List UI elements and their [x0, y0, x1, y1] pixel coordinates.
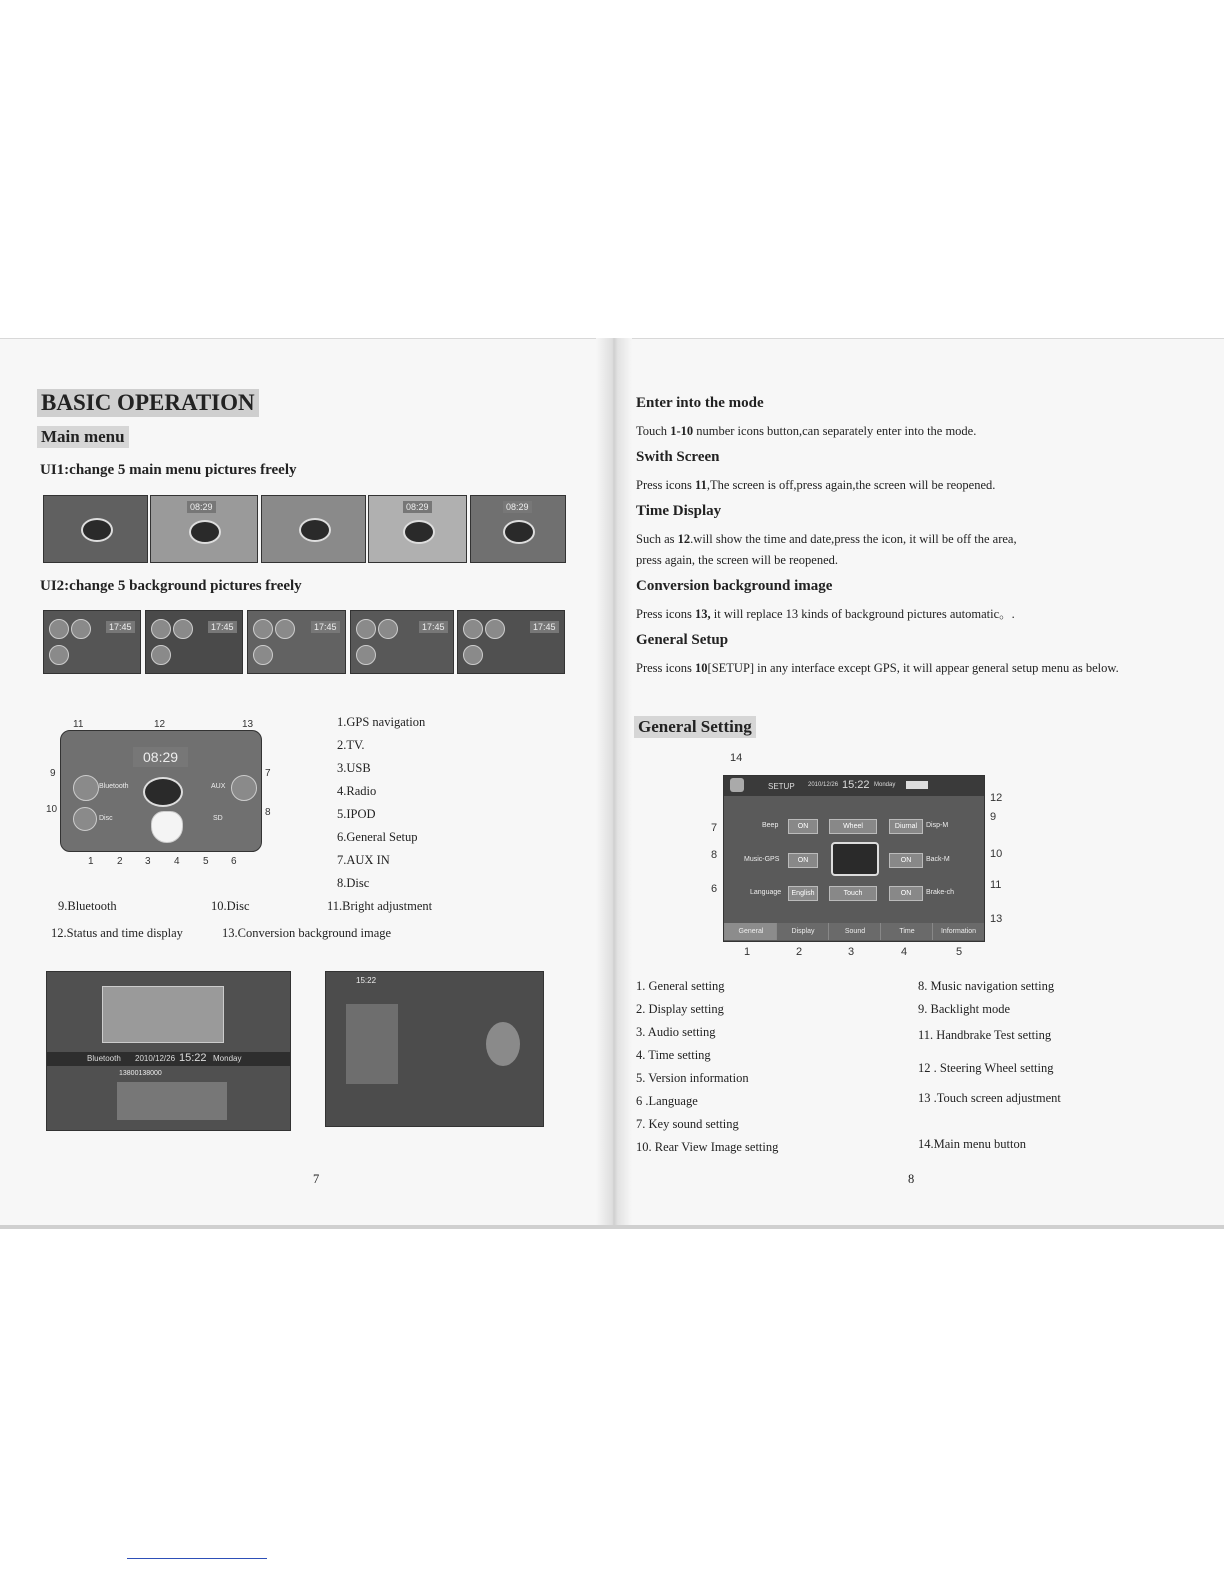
callout-number: 6	[231, 856, 237, 867]
back-m-label: Back-M	[926, 856, 950, 863]
legend-item: 10. Rear View Image setting	[636, 1140, 779, 1154]
callout-number: 5	[203, 856, 209, 867]
callout-number: 11	[990, 879, 1002, 891]
playlist-panel	[346, 1004, 398, 1084]
brand-logo-icon[interactable]	[831, 842, 879, 876]
callout-number: 4	[901, 946, 908, 958]
legend-item: 3. Audio setting	[636, 1025, 716, 1039]
text-part: it will replace 13 kinds of background pictures automatic。.	[710, 607, 1015, 621]
disc-label: Disc	[99, 815, 113, 822]
bluetooth-label: Bluetooth	[99, 783, 129, 790]
wheel-button[interactable]: Wheel	[829, 819, 877, 834]
menu-icon	[378, 619, 398, 639]
section-heading: Time Display	[636, 503, 722, 519]
callout-number: 1	[88, 856, 94, 867]
home-icon	[730, 778, 744, 792]
list-item: 9.Bluetooth	[58, 899, 117, 913]
sd-label: SD	[213, 815, 223, 822]
ui2-thumb-3	[247, 610, 346, 674]
text-bold: 1-10	[670, 424, 694, 438]
menu-icon	[49, 619, 69, 639]
text-bold: 12	[677, 532, 691, 546]
callout-number: 2	[117, 856, 123, 867]
date-text: 2010/12/26	[135, 1054, 176, 1063]
ui1-thumb-3	[261, 495, 366, 563]
clock-display: 08:29	[187, 501, 216, 513]
legend-item: 4. Time setting	[636, 1048, 711, 1062]
page-title: BASIC OPERATION	[37, 389, 259, 417]
text-bold: 10	[695, 661, 708, 675]
day-text: Monday	[874, 782, 896, 788]
list-item: 1.GPS navigation	[337, 715, 426, 729]
text-part: .will show the time and date,press the icon, it will be off the area,	[690, 532, 1017, 546]
bar-label: Bluetooth	[87, 1054, 121, 1063]
ui1-caption: UI1:change 5 main menu pictures freely	[40, 462, 297, 478]
callout-number: 6	[711, 883, 718, 895]
clock-display: 08:29	[133, 747, 188, 767]
setup-screen-screenshot	[723, 775, 985, 942]
callout-number: 13	[990, 913, 1003, 925]
clock-display: 17:45	[106, 621, 135, 633]
list-item: 11.Bright adjustment	[327, 899, 433, 913]
menu-icon	[253, 619, 273, 639]
callout-number: 2	[796, 946, 803, 958]
aux-label: AUX	[211, 783, 226, 790]
tab-general[interactable]: General	[724, 923, 777, 940]
section-heading-main-menu: Main menu	[37, 426, 129, 448]
section-heading: General Setup	[636, 632, 729, 648]
brand-logo-icon	[189, 520, 221, 544]
brake-ch-label: Brake-ch	[926, 889, 955, 896]
callout-number: 9	[990, 811, 997, 823]
legend-item: 13 .Touch screen adjustment	[918, 1091, 1061, 1105]
legend-item: 14.Main menu button	[918, 1137, 1026, 1151]
menu-icon	[151, 619, 171, 639]
setup-status-bar	[724, 776, 984, 796]
section-text	[636, 423, 976, 439]
disc-icon	[73, 807, 97, 831]
list-item: 10.Disc	[211, 899, 250, 913]
callout-number: 12	[990, 792, 1003, 804]
ui1-thumb-2	[150, 495, 258, 563]
text-bold: 11	[695, 478, 707, 492]
clock-display: 08:29	[503, 501, 532, 513]
ui1-thumb-5	[470, 495, 566, 563]
callout-number: 12	[154, 719, 166, 730]
legend-item: 6 .Language	[636, 1094, 698, 1108]
page-edge	[0, 1225, 1224, 1229]
callout-number: 3	[848, 946, 855, 958]
main-menu-screen	[60, 730, 262, 852]
clock-display: 08:29	[403, 501, 432, 513]
list-item: 6.General Setup	[337, 830, 418, 844]
menu-icon	[253, 645, 273, 665]
menu-icon	[463, 619, 483, 639]
tab-time[interactable]: Time	[880, 923, 933, 940]
list-item: 8.Disc	[337, 876, 370, 890]
text-part: Press icons	[636, 661, 696, 675]
clock-display: 17:45	[208, 621, 237, 633]
footer-link-underline	[127, 1558, 267, 1559]
ui2-thumb-2	[145, 610, 243, 674]
general-setting-heading: General Setting	[634, 716, 756, 738]
ui2-thumb-5	[457, 610, 565, 674]
tab-sound[interactable]: Sound	[828, 923, 881, 940]
clock-display: 17:45	[419, 621, 448, 633]
section-text	[636, 606, 1015, 622]
signal-icons	[906, 781, 928, 789]
tab-information[interactable]: Information	[932, 923, 984, 940]
legend-item: 9. Backlight mode	[918, 1002, 1010, 1016]
aux-icon	[231, 775, 257, 801]
legend-item: 5. Version information	[636, 1071, 749, 1085]
menu-icon	[173, 619, 193, 639]
menu-icon	[151, 645, 171, 665]
music-gps-label: Music-GPS	[744, 856, 780, 863]
legend-item: 8. Music navigation setting	[918, 979, 1055, 993]
text-part: Touch	[636, 424, 671, 438]
menu-icon	[356, 619, 376, 639]
bluetooth-dialer-screenshot	[46, 971, 291, 1131]
menu-icon	[356, 645, 376, 665]
day-text: Monday	[213, 1054, 242, 1063]
menu-icon	[71, 619, 91, 639]
list-item: 12.Status and time display	[51, 926, 183, 940]
section-heading: Conversion background image	[636, 578, 833, 594]
clock-display: 17:45	[530, 621, 559, 633]
callout-number: 13	[242, 719, 254, 730]
date-text: 2010/12/26	[808, 782, 839, 788]
page-number: 7	[313, 1172, 320, 1186]
brand-logo-icon	[503, 520, 535, 544]
back-mode-toggle[interactable]: ON	[889, 853, 923, 868]
callout-number: 11	[73, 719, 84, 730]
callout-number: 10	[46, 804, 58, 815]
section-heading: Swith Screen	[636, 449, 720, 465]
legend-item: 11. Handbrake Test setting	[918, 1028, 1052, 1042]
brand-logo-icon	[81, 518, 113, 542]
brand-logo-icon	[143, 777, 183, 807]
bluetooth-icon	[73, 775, 99, 801]
section-text	[636, 531, 1017, 547]
time-text: 15:22	[842, 779, 870, 791]
list-item: 5.IPOD	[337, 807, 376, 821]
list-item: 13.Conversion background image	[222, 926, 392, 940]
callout-number: 1	[744, 946, 751, 958]
setup-title: SETUP	[768, 782, 795, 791]
text-bold: 13,	[695, 607, 711, 621]
tab-display[interactable]: Display	[776, 923, 829, 940]
section-text-line2: press again, the screen will be reopened.	[636, 553, 839, 567]
legend-item: 1. General setting	[636, 979, 725, 993]
callout-number: 14	[730, 752, 743, 764]
mouse-icon	[486, 1022, 520, 1066]
beep-toggle[interactable]: ON	[788, 819, 818, 834]
phone-number-text: 13800138000	[119, 1070, 162, 1077]
music-gps-toggle[interactable]: ON	[788, 853, 818, 868]
menu-icon	[275, 619, 295, 639]
menu-icon	[463, 645, 483, 665]
time-text: 15:22	[356, 976, 377, 985]
section-heading: Enter into the mode	[636, 395, 764, 411]
callout-number: 7	[711, 822, 718, 834]
beep-label: Beep	[762, 822, 779, 829]
menu-icon	[485, 619, 505, 639]
callout-number: 8	[265, 807, 271, 818]
ui2-thumb-4	[350, 610, 454, 674]
page-number: 8	[908, 1172, 915, 1186]
disp-mode-toggle[interactable]: Diurnal	[889, 819, 923, 834]
touch-button[interactable]: Touch	[829, 886, 877, 901]
callout-number: 10	[990, 848, 1003, 860]
brand-logo-icon	[403, 520, 435, 544]
callout-number: 3	[145, 856, 151, 867]
list-item: 4.Radio	[337, 784, 377, 798]
text-part: Such as	[636, 532, 678, 546]
text-part: number icons button,can separately enter into the mode.	[693, 424, 977, 438]
time-text: 15:22	[179, 1052, 207, 1064]
list-item: 7.AUX IN	[337, 853, 390, 867]
legend-item: 7. Key sound setting	[636, 1117, 739, 1131]
text-part: Press icons	[636, 478, 696, 492]
language-select[interactable]: English	[788, 886, 818, 901]
hand-pointer-icon	[151, 811, 183, 843]
menu-icon	[49, 645, 69, 665]
list-item: 2.TV.	[337, 738, 365, 752]
section-text	[636, 660, 1119, 676]
callout-number: 7	[265, 768, 271, 779]
media-player-screenshot	[325, 971, 544, 1127]
text-part: [SETUP] in any interface except GPS, it will appear general setup menu as below.	[707, 661, 1119, 675]
legend-item: 12 . Steering Wheel setting	[918, 1061, 1054, 1075]
language-label: Language	[750, 889, 782, 896]
status-bar	[47, 1052, 290, 1066]
callout-number: 8	[711, 849, 718, 861]
brand-logo-icon	[299, 518, 331, 542]
callout-number: 4	[174, 856, 180, 867]
list-item: 3.USB	[337, 761, 371, 775]
dial-keypad	[117, 1082, 227, 1120]
text-part: ,The screen is off,press again,the screen will be reopened.	[706, 478, 996, 492]
clock-display: 17:45	[311, 621, 340, 633]
brake-check-toggle[interactable]: ON	[889, 886, 923, 901]
ui2-thumb-1	[43, 610, 141, 674]
disp-m-label: Disp-M	[926, 822, 949, 829]
callout-number: 9	[50, 768, 56, 779]
book-gutter	[596, 338, 632, 1228]
section-text	[636, 477, 995, 493]
text-part: Press icons	[636, 607, 696, 621]
ui1-thumb-1	[43, 495, 148, 563]
legend-item: 2. Display setting	[636, 1002, 724, 1016]
ui2-caption: UI2:change 5 background pictures freely	[40, 578, 302, 594]
map-preview	[102, 986, 224, 1043]
callout-number: 5	[956, 946, 963, 958]
ui1-thumb-4	[368, 495, 467, 563]
